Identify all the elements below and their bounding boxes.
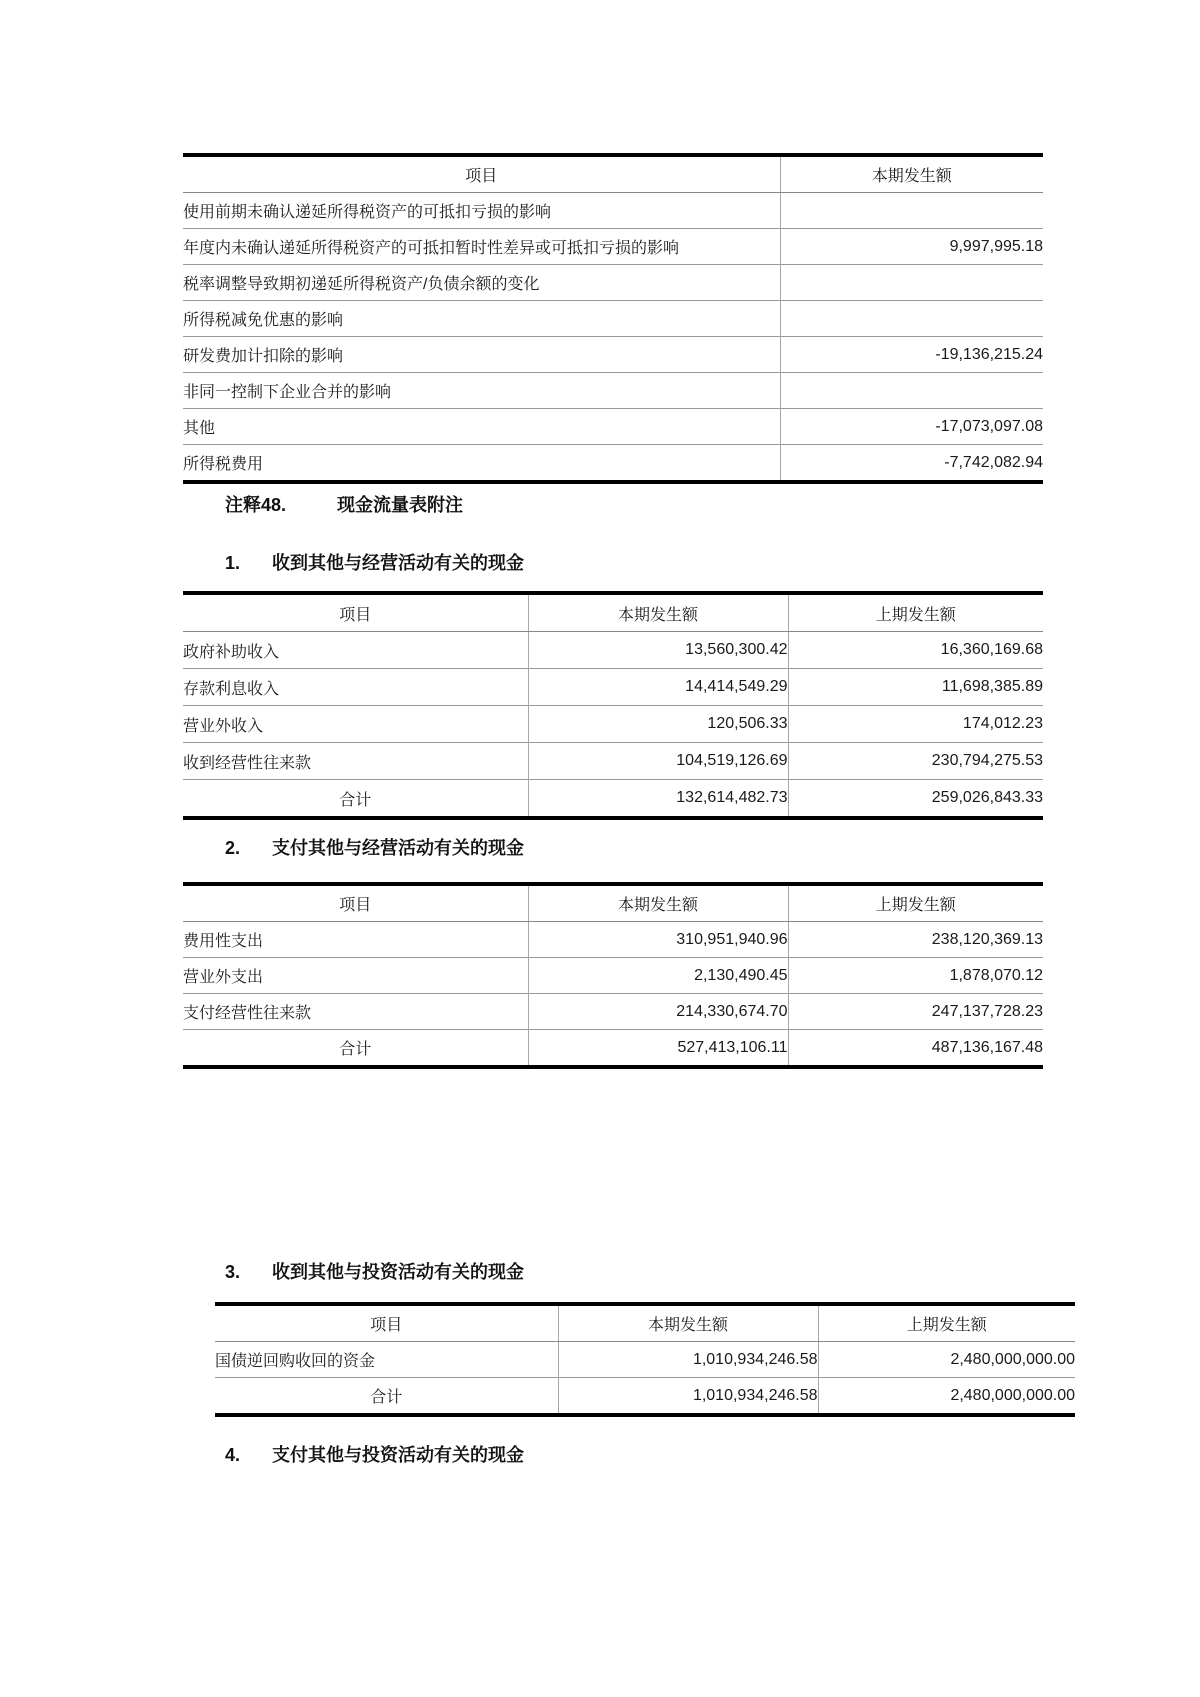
- amount-cell: 104,519,126.69: [528, 743, 788, 780]
- tax-reconciliation-body: [183, 193, 1043, 483]
- amount-cell: 9,997,995.18: [780, 229, 1043, 265]
- table-header-row: [183, 593, 1043, 632]
- table-row: [215, 1342, 1075, 1378]
- item-cell: 政府补助收入: [183, 643, 280, 661]
- table-row: [183, 409, 1043, 445]
- table-row: [183, 922, 1043, 958]
- item-cell: 合计: [183, 780, 528, 819]
- amount-cell: 238,120,369.13: [788, 922, 1043, 958]
- item-cell: 存款利息收入: [183, 669, 528, 706]
- note-48-heading: [225, 493, 463, 517]
- amount-cell: 2,480,000,000.00: [818, 1378, 1075, 1416]
- section-number: 1.: [225, 553, 241, 573]
- amount-cell: -19,136,215.24: [780, 337, 1043, 373]
- table-row: [183, 669, 1043, 706]
- table-row: [183, 337, 1043, 373]
- column-header-prior-period: 上期发生额: [788, 884, 1043, 922]
- item-cell: 国债逆回购收回的资金: [215, 1353, 376, 1370]
- item-cell: 费用性支出: [183, 933, 264, 950]
- item-cell: 税率调整导致期初递延所得税资产/负债余额的变化: [183, 265, 780, 301]
- item-cell: 使用前期未确认递延所得税资产的可抵扣亏损的影响: [183, 204, 552, 221]
- amount-cell: [780, 301, 1043, 337]
- amount-cell: 11,698,385.89: [788, 669, 1043, 706]
- amount-cell: 16,360,169.68: [788, 632, 1043, 669]
- amount-cell: 14,414,549.29: [528, 669, 788, 706]
- amount-cell: -17,073,097.08: [780, 409, 1043, 445]
- section-number: 4.: [225, 1445, 241, 1465]
- note-number: 注释48.: [225, 495, 287, 515]
- column-header-item: 项目: [183, 593, 528, 632]
- column-header-item: 项目: [215, 1304, 558, 1342]
- item-cell: 收到经营性往来款: [183, 743, 528, 780]
- table-row: [183, 193, 1043, 229]
- section-title: 支付其他与投资活动有关的现金: [272, 1445, 525, 1465]
- column-header-current-period: 本期发生额: [558, 1304, 818, 1342]
- amount-cell: 2,130,490.45: [528, 958, 788, 994]
- table-row: [183, 445, 1043, 483]
- amount-cell: [780, 193, 1043, 229]
- item-cell: 所得税费用: [183, 445, 780, 483]
- amount-cell: 1,010,934,246.58: [558, 1342, 818, 1378]
- table-row: [183, 632, 1043, 669]
- section-heading-3: [225, 1260, 524, 1284]
- table-row: [183, 301, 1043, 337]
- section-number: 3.: [225, 1262, 241, 1282]
- item-cell: 研发费加计扣除的影响: [183, 337, 780, 373]
- column-header-current-period: 本期发生额: [528, 884, 788, 922]
- amount-cell: 2,480,000,000.00: [818, 1342, 1075, 1378]
- amount-cell: 214,330,674.70: [528, 994, 788, 1030]
- item-cell: 所得税减免优惠的影响: [183, 301, 780, 337]
- operating-cash-received-body: [183, 632, 1043, 819]
- section-heading-1: [225, 551, 524, 575]
- total-row: [183, 1030, 1043, 1068]
- item-cell: 其他: [183, 409, 780, 445]
- amount-cell: 120,506.33: [528, 706, 788, 743]
- operating-cash-paid-table: [183, 882, 1043, 1069]
- amount-cell: 1,878,070.12: [788, 958, 1043, 994]
- table-row: [183, 265, 1043, 301]
- table-row: [183, 229, 1043, 265]
- amount-cell: 310,951,940.96: [528, 922, 788, 958]
- total-row: [183, 780, 1043, 819]
- table-header-row: [183, 884, 1043, 922]
- section-heading-4: [225, 1443, 524, 1467]
- column-header-current-period: 本期发生额: [528, 593, 788, 632]
- investing-cash-received-body: [215, 1342, 1075, 1416]
- column-header-item: 项目: [183, 155, 780, 193]
- column-header-item: 项目: [183, 884, 528, 922]
- item-cell: 营业外支出: [183, 958, 528, 994]
- item-cell: 支付经营性往来款: [183, 994, 528, 1030]
- item-cell: 合计: [215, 1378, 558, 1416]
- tax-reconciliation-table: [183, 153, 1043, 484]
- total-row: [215, 1378, 1075, 1416]
- amount-cell: [780, 373, 1043, 409]
- amount-cell: 13,560,300.42: [528, 632, 788, 669]
- note-title: 现金流量表附注: [337, 495, 464, 515]
- item-cell: 非同一控制下企业合并的影响: [183, 373, 780, 409]
- section-title: 收到其他与投资活动有关的现金: [272, 1262, 525, 1282]
- column-header-prior-period: 上期发生额: [788, 593, 1043, 632]
- table-header-row: [183, 155, 1043, 193]
- table-header-row: [215, 1304, 1075, 1342]
- amount-cell: 247,137,728.23: [788, 994, 1043, 1030]
- table-row: [183, 706, 1043, 743]
- amount-cell: 132,614,482.73: [528, 780, 788, 819]
- amount-cell: 174,012.23: [788, 706, 1043, 743]
- item-cell: 年度内未确认递延所得税资产的可抵扣暂时性差异或可抵扣亏损的影响: [183, 229, 780, 265]
- column-header-current-period: 本期发生额: [780, 155, 1043, 193]
- table-row: [183, 958, 1043, 994]
- operating-cash-paid-body: [183, 922, 1043, 1068]
- section-title: 收到其他与经营活动有关的现金: [272, 553, 525, 573]
- item-cell: 营业外收入: [183, 706, 528, 743]
- table-row: [183, 743, 1043, 780]
- amount-cell: 527,413,106.11: [528, 1030, 788, 1068]
- section-title: 支付其他与经营活动有关的现金: [272, 838, 525, 858]
- amount-cell: 487,136,167.48: [788, 1030, 1043, 1068]
- section-number: 2.: [225, 838, 241, 858]
- amount-cell: 230,794,275.53: [788, 743, 1043, 780]
- section-heading-2: [225, 836, 524, 860]
- item-cell: 合计: [183, 1030, 528, 1068]
- amount-cell: [780, 265, 1043, 301]
- column-header-prior-period: 上期发生额: [818, 1304, 1075, 1342]
- operating-cash-received-table: [183, 591, 1043, 820]
- amount-cell: -7,742,082.94: [780, 445, 1043, 483]
- investing-cash-received-table: [215, 1302, 1075, 1417]
- amount-cell: 1,010,934,246.58: [558, 1378, 818, 1416]
- table-row: [183, 373, 1043, 409]
- amount-cell: 259,026,843.33: [788, 780, 1043, 819]
- table-row: [183, 994, 1043, 1030]
